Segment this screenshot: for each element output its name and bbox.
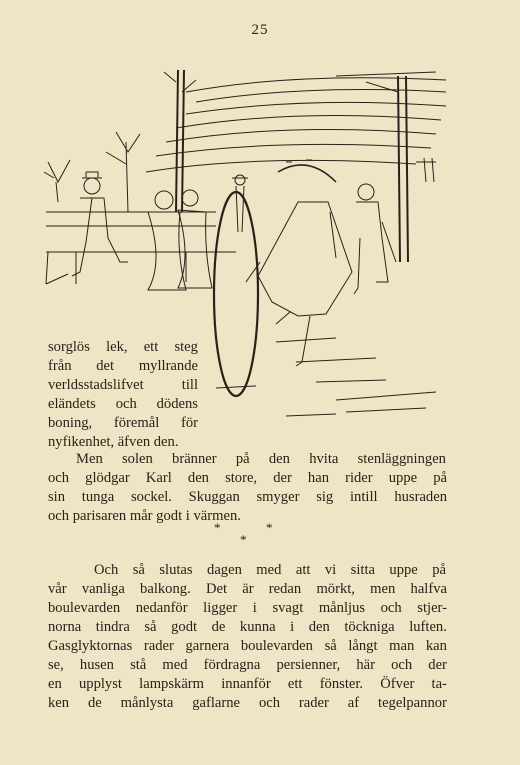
text-line: och glödgar Karl den store, der han rider uppe på — [48, 470, 447, 486]
text-line: och parisaren mår godt i värmen. — [48, 508, 241, 524]
page-number: 25 — [251, 22, 269, 38]
asterisk: * — [240, 532, 247, 547]
text-line: vår vanliga balkong. Det är redan mörkt, men halfva — [48, 581, 447, 597]
text-line: se, husen stå med fördragna persienner, här och der — [48, 657, 447, 673]
text-line: norna tindra så godt de kunna i den töckniga luften. — [48, 619, 447, 635]
text-line: en upplyst lampskärm innanför ett fönster. Öfver ta- — [48, 676, 447, 692]
text-line: sorglös lek, ett steg — [48, 339, 198, 355]
text-line: sin tunga sockel. Skuggan smyger sig intill husraden — [48, 489, 447, 505]
asterisk: * — [214, 520, 221, 535]
text-line: Gasglyktornas rader garnera boulevarden så långt man kan — [48, 638, 447, 654]
text-line: verldsstadslifvet till — [48, 377, 198, 393]
section-break — [0, 520, 520, 550]
text-line: eländets och dödens — [48, 396, 198, 412]
text-line: från det myllrande — [48, 358, 198, 374]
asterisk: * — [266, 520, 273, 535]
text-line: Och så slutas dagen med att vi sitta uppe på — [94, 562, 446, 578]
text-line: Men solen bränner på den hvita stenläggningen — [76, 451, 446, 467]
text-line: ken de månlysta gaflarne och rader af tegelpannor — [48, 695, 447, 711]
text-line: nyfikenhet, äfven den. — [48, 434, 179, 450]
text-line: boning, föremål för — [48, 415, 198, 431]
text-line: boulevarden nedanför ligger i svagt månljus och stjer- — [48, 600, 447, 616]
